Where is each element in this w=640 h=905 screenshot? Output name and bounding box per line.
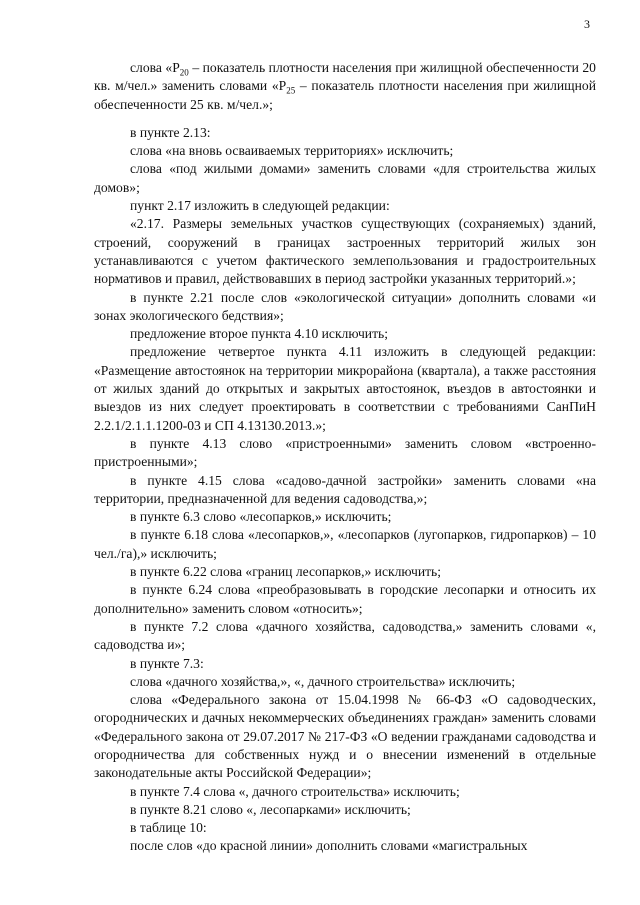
paragraph: в пункте 7.2 слова «дачного хозяйства, садоводства,» заменить словами «, садоводства и»; bbox=[94, 618, 596, 653]
paragraph: слова «Федерального закона от 15.04.1998 № 66-ФЗ «О садоводческих, огороднических и дачных некоммерческих объединениях граждан» заменить словами «Федерального закона от 29.07.2017 № 217-ФЗ «О ведении гражданами садоводства и огородничества для собственных нужд и о внесении изменений в отдельные законодательные акты Российской Федерации»; bbox=[94, 692, 596, 781]
paragraph-text: слова «Р bbox=[130, 60, 180, 75]
paragraph: в пункте 6.24 слова «преобразовывать в городские лесопарки и относить их дополнительно» заменить словом «относить»; bbox=[94, 582, 596, 616]
paragraph bbox=[94, 59, 596, 114]
paragraph: в пункте 4.15 слова «садово-дачной застройки» заменить словами «на территории, предназначенной для ведения садоводства,»; bbox=[94, 472, 596, 506]
paragraph: предложение четвертое пункта 4.11 изложить в следующей редакции: «Размещение автостоянок на территории микрорайона (квартала), а также расстояния от жилых зданий до открытых и закрытых автостоянок, въездов в автостоянки и выездов из них следует проектировать в соответствии с требованиями СанПиН 2.2.1/2.1.1.1200-03 и СП 4.13130.2013.»; bbox=[94, 344, 596, 433]
document-body bbox=[94, 59, 596, 856]
page-number: 3 bbox=[584, 17, 590, 31]
paragraph: слова «дачного хозяйства,», «, дачного строительства» исключить; bbox=[130, 673, 516, 689]
paragraph: в пункте 8.21 слово «, лесопарками» исключить; bbox=[130, 801, 411, 817]
paragraph: слова «на вновь осваиваемых территориях» исключить; bbox=[130, 143, 454, 159]
paragraph: предложение второе пункта 4.10 исключить; bbox=[130, 326, 389, 342]
paragraph: слова «под жилыми домами» заменить словами «для строительства жилых домов»; bbox=[94, 161, 596, 195]
paragraph: в пункте 2.21 после слов «экологической ситуации» дополнить словами «и зонах экологического бедствия»; bbox=[94, 289, 596, 323]
paragraph: в пункте 7.3: bbox=[130, 655, 204, 671]
paragraph: в пункте 4.13 слово «пристроенными» заменить словом «встроенно-пристроенными»; bbox=[94, 435, 596, 470]
subscript: 20 bbox=[179, 67, 189, 78]
paragraph: в пункте 2.13: bbox=[130, 124, 211, 140]
paragraph: в таблице 10: bbox=[130, 820, 207, 836]
paragraph-text: – показатель плотности населения при жилищной обеспеченности 25 кв. м/чел.»; bbox=[94, 78, 596, 112]
paragraph: после слов «до красной линии» дополнить словами «магистральных bbox=[130, 838, 528, 854]
paragraph: в пункте 7.4 слова «, дачного строительства» исключить; bbox=[130, 783, 460, 799]
subscript: 25 bbox=[286, 86, 296, 97]
paragraph: в пункте 6.18 слова «лесопарков,», «лесопарков (лугопарков, гидропарков) – 10 чел./га),» исключить; bbox=[94, 527, 596, 561]
paragraph-text: – показатель плотности населения при жилищной обеспеченности 20 кв. м/чел.» заменить словами «Р bbox=[94, 60, 596, 94]
paragraph: «2.17. Размеры земельных участков существующих (сохраняемых) зданий, строений, сооружений в границах застроенных территорий жилых зон устанавливаются с учетом фактического землепользования и градостроительных нормативов и правил, действовавших в период застройки указанных территорий.»; bbox=[94, 216, 596, 287]
paragraph: в пункте 6.3 слово «лесопарков,» исключить; bbox=[130, 509, 392, 525]
paragraph: пункт 2.17 изложить в следующей редакции: bbox=[130, 198, 390, 214]
paragraph: в пункте 6.22 слова «границ лесопарков,» исключить; bbox=[130, 564, 442, 580]
